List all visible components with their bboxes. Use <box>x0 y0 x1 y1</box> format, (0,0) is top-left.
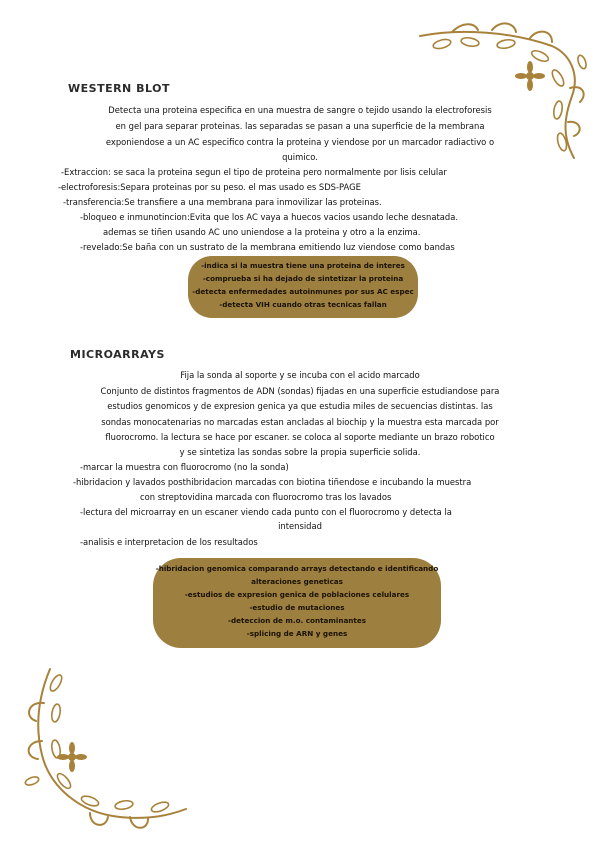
body-line: Conjunto de distintos fragmentos de ADN (sondas) fijadas en una superficie estudiandose para <box>100 386 500 396</box>
body-line: estudios genomicos y de expresion genica ya que estudia miles de secuencias distintas. las <box>107 401 493 411</box>
body-line: -transferencia:Se transfiere a una membrana para inmovilizar las proteinas. <box>63 197 382 207</box>
western-blot-heading: WESTERN BLOT <box>68 82 170 95</box>
body-line: ademas se tiñen usando AC uno uniendose a la proteina y otro a la enzima. <box>103 227 421 237</box>
body-line: -bloqueo e inmunotincion:Evita que los AC vaya a huecos vacios usando leche desnatada. <box>80 212 459 222</box>
application-item: -splicing de ARN y genes <box>246 629 348 638</box>
application-item: alteraciones geneticas <box>251 577 343 586</box>
application-item: -comprueba si ha dejado de sintetizar la proteina <box>202 274 404 283</box>
body-line: Fija la sonda al soporte y se incuba con el acido marcado <box>180 370 420 380</box>
application-item: -indica si la muestra tiene una proteina de interes <box>201 261 405 270</box>
body-line: -electroforesis:Separa proteinas por su peso. el mas usado es SDS-PAGE <box>58 182 361 192</box>
western-blot-applications-box <box>188 256 418 318</box>
application-item: -deteccion de m.o. contaminantes <box>228 616 366 625</box>
body-line: sondas monocatenarias no marcadas estan ancladas al biochip y la muestra esta marcada por <box>101 417 499 427</box>
microarrays-applications-box <box>153 558 441 648</box>
body-line: fluorocromo. la lectura se hace por escaner. se coloca al soporte mediante un brazo robotico <box>105 432 495 442</box>
application-item: -detecta enfermedades autoinmunes por sus AC espec <box>192 287 414 296</box>
body-line: quimico. <box>282 152 318 162</box>
application-item: -hibridacion genomica comparando arrays detectando e identificando <box>155 564 439 573</box>
body-line: en gel para separar proteinas. las separadas se pasan a una superficie de la membrana <box>115 121 485 131</box>
body-line: y se sintetiza las sondas sobre la propia superficie solida. <box>179 447 421 457</box>
application-item: -detecta VIH cuando otras tecnicas fallan <box>219 300 387 309</box>
body-line: intensidad <box>278 521 322 531</box>
body-line: con streptovidina marcada con fluorocromo tras los lavados <box>140 492 392 502</box>
body-line: exponiendose a un AC especifico contra la proteina y viendose por un marcador radiactivo o <box>105 137 495 147</box>
body-line: -marcar la muestra con fluorocromo (no la sonda) <box>80 462 289 472</box>
body-line: -revelado:Se baña con un sustrato de la membrana emitiendo luz viendose como bandas <box>80 242 455 252</box>
application-item: -estudio de mutaciones <box>249 603 345 612</box>
floral-ornament-bottom-left-icon <box>20 663 190 833</box>
body-line: -hibridacion y lavados posthibridacion marcadas con biotina tiñendose e incubando la muestra <box>73 477 472 487</box>
microarrays-heading: MICROARRAYS <box>70 348 165 361</box>
application-item: -estudios de expresion genica de poblaciones celulares <box>184 590 410 599</box>
body-line: -Extraccion: se saca la proteina segun el tipo de proteina pero normalmente por lisis celular <box>61 167 447 177</box>
body-line: -analisis e interpretacion de los resultados <box>80 537 258 547</box>
body-line: -lectura del microarray en un escaner viendo cada punto con el fluorocromo y detecta la <box>80 507 452 517</box>
body-line: Detecta una proteina especifica en una muestra de sangre o tejido usando la electroforesis <box>108 105 492 115</box>
